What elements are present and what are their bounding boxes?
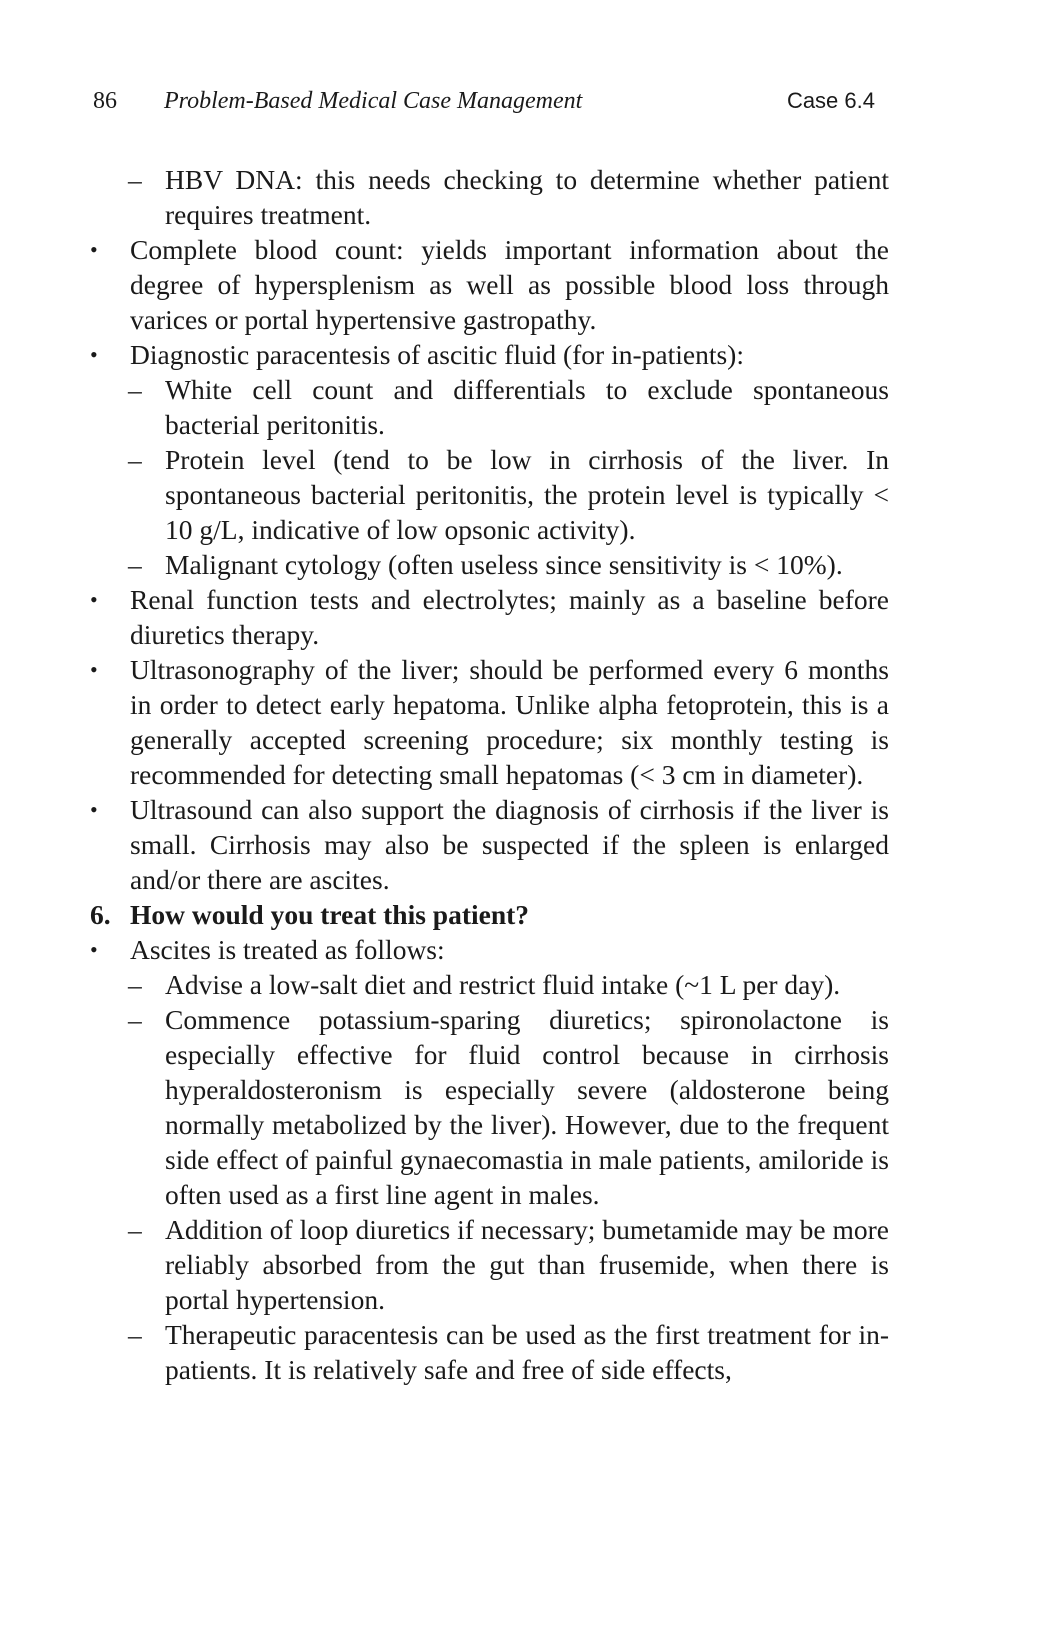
page-body (0, 162, 1039, 1387)
dash-item-malignant-cytology (0, 547, 889, 582)
bullet-item-ultrasound-cirrhosis (0, 792, 889, 897)
bullet-item-blood-count (0, 232, 889, 337)
page-number: 86 (93, 88, 117, 114)
bullet-marker: • (90, 342, 98, 367)
book-title: Problem-Based Medical Case Management (164, 88, 583, 114)
item-text: Protein level (tend to be low in cirrhosis of the liver. In spontaneous bacterial peritonitis, the protein level is typically < 10 g/L, indicative of low opsonic activity). (165, 444, 889, 545)
bullet-item-renal-function (0, 582, 889, 652)
dash-item-protein-level (0, 442, 889, 547)
question-heading (0, 897, 889, 932)
item-text: Renal function tests and electrolytes; mainly as a baseline before diuretics therapy. (130, 584, 889, 650)
item-text: HBV DNA: this needs checking to determine whether patient requires treatment. (165, 164, 889, 230)
item-text: Ultrasonography of the liver; should be performed every 6 months in order to detect early hepatoma. Unlike alpha fetoprotein, this is a generally accepted screening procedure; six monthly testing is recommended for detecting small hepatomas (< 3 cm in diameter). (130, 654, 889, 790)
item-text: White cell count and differentials to exclude spontaneous bacterial peritonitis. (165, 374, 889, 440)
dash-marker: – (128, 1319, 142, 1350)
bullet-item-paracentesis (0, 337, 889, 372)
bullet-marker: • (90, 797, 98, 822)
bullet-marker: • (90, 587, 98, 612)
bullet-item-ultrasonography (0, 652, 889, 792)
item-text: Therapeutic paracentesis can be used as the first treatment for in-patients. It is relatively safe and free of side effects, (165, 1319, 889, 1385)
dash-marker: – (128, 444, 142, 475)
dash-marker: – (128, 1214, 142, 1245)
dash-item-white-cell-count (0, 372, 889, 442)
bullet-marker: • (90, 657, 98, 682)
dash-item-therapeutic-paracentesis (0, 1317, 889, 1387)
item-text: Ultrasound can also support the diagnosis of cirrhosis if the liver is small. Cirrhosis may also be suspected if the spleen is enlarged and/or there are ascites. (130, 794, 889, 895)
dash-item-hbv-dna (0, 162, 889, 232)
dash-marker: – (128, 374, 142, 405)
item-text: Complete blood count: yields important information about the degree of hypersplenism as well as possible blood loss through varices or portal hypertensive gastropathy. (130, 234, 889, 335)
running-head (0, 88, 1039, 122)
item-text: Addition of loop diuretics if necessary; bumetamide may be more reliably absorbed from the gut than frusemide, when there is portal hypertension. (165, 1214, 889, 1315)
dash-item-loop-diuretics (0, 1212, 889, 1317)
item-text: Malignant cytology (often useless since sensitivity is < 10%). (165, 549, 843, 580)
bullet-marker: • (90, 937, 98, 962)
bullet-marker: • (90, 237, 98, 262)
dash-item-low-salt-diet (0, 967, 889, 1002)
item-text: Advise a low-salt diet and restrict fluid intake (~1 L per day). (165, 969, 841, 1000)
dash-marker: – (128, 1004, 142, 1035)
dash-item-potassium-sparing (0, 1002, 889, 1212)
dash-marker: – (128, 969, 142, 1000)
dash-marker: – (128, 549, 142, 580)
item-text: Diagnostic paracentesis of ascitic fluid (for in-patients): (130, 339, 744, 370)
question-number: 6. (90, 899, 111, 930)
item-text: Ascites is treated as follows: (130, 934, 445, 965)
case-label: Case 6.4 (786, 88, 875, 113)
item-text: Commence potassium-sparing diuretics; spironolactone is especially effective for fluid control because in cirrhosis hyperaldosteronism is especially severe (aldosterone being normally metabolized by the liver). However, due to the frequent side effect of painful gynaecomastia in male patients, amiloride is often used as a first line agent in males. (165, 1004, 889, 1210)
question-text: How would you treat this patient? (130, 899, 530, 930)
bullet-item-ascites (0, 932, 889, 967)
dash-marker: – (128, 164, 142, 195)
